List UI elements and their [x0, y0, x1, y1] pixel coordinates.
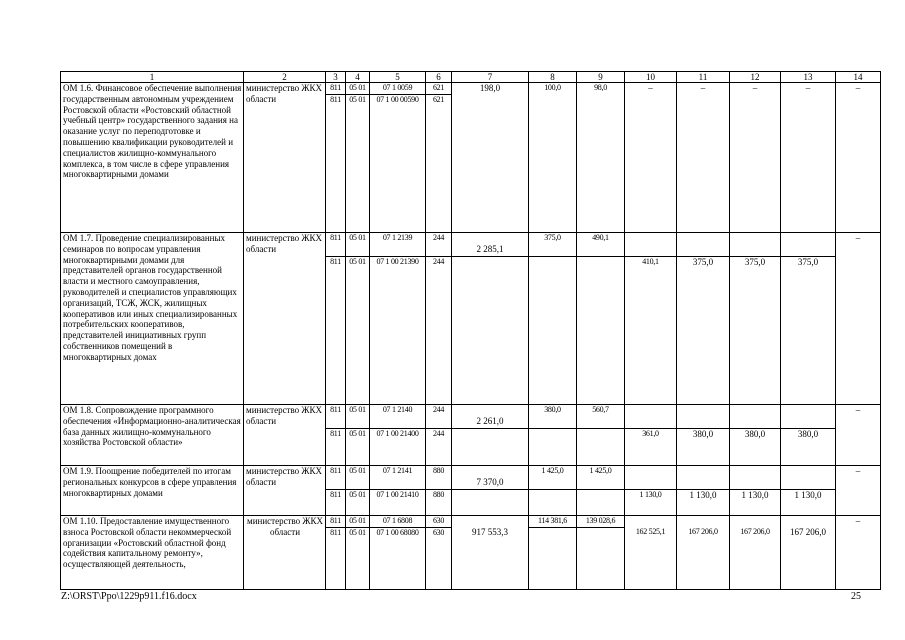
table-row [61, 233, 881, 257]
expense-type-code: 880 [426, 490, 452, 516]
target-article-code: 07 1 6808 [370, 516, 426, 528]
year-amount: 114 381,6 [529, 516, 577, 528]
year-amount: – [781, 83, 836, 233]
year-amount: – [836, 516, 881, 590]
year-amount: – [836, 83, 881, 233]
file-path: Z:\ORST\Ppo\1229p911.f16.docx [61, 591, 197, 602]
year-amount: – [836, 233, 881, 405]
measure-name: ОМ 1.10. Предоставление имущественного взноса Ростовской области некоммерческой организации «Ростовский областной фонд содействия капитальному ремонту», осуществляющей деятельность, [61, 516, 244, 590]
responsible-executor: министерство ЖКХ области [244, 466, 326, 516]
year-amount: – [677, 83, 730, 233]
year-amount: 410,1 [625, 257, 677, 405]
year-amount: 375,0 [730, 257, 781, 405]
year-amount: 560,7 [577, 405, 625, 429]
year-amount: – [730, 83, 781, 233]
year-amount: 490,1 [577, 233, 625, 257]
expense-type-code: 244 [426, 429, 452, 466]
expense-type-code: 244 [426, 233, 452, 257]
table-row [61, 516, 881, 528]
year-amount: 375,0 [781, 257, 836, 405]
year-amount: 1 130,0 [625, 490, 677, 516]
grbs-code: 811 [326, 405, 346, 429]
year-amount: 380,0 [677, 429, 730, 466]
grbs-code: 811 [326, 490, 346, 516]
section-code: 05 01 [346, 466, 370, 490]
year-amount: 375,0 [529, 233, 577, 257]
grbs-code: 811 [326, 466, 346, 490]
col-header: 4 [346, 72, 370, 83]
target-article-code: 07 1 2141 [370, 466, 426, 490]
total-amount: 917 553,3 [452, 516, 529, 590]
grbs-code: 811 [326, 528, 346, 590]
year-amount: 380,0 [730, 429, 781, 466]
year-amount: 380,0 [529, 405, 577, 429]
col-header: 6 [426, 72, 452, 83]
target-article-code: 07 1 0059 [370, 83, 426, 95]
target-article-code: 07 1 00 21410 [370, 490, 426, 516]
target-article-code: 07 1 2140 [370, 405, 426, 429]
year-amount: – [836, 405, 881, 466]
grbs-code: 811 [326, 233, 346, 257]
expense-type-code: 244 [426, 257, 452, 405]
budget-table [60, 71, 881, 590]
measure-name: ОМ 1.9. Поощрение победителей по итогам региональных конкурсов в сфере управления многоквартирных домами [61, 466, 244, 516]
col-header: 2 [244, 72, 326, 83]
expense-type-code: 621 [426, 83, 452, 95]
col-header: 7 [452, 72, 529, 83]
expense-type-code: 244 [426, 405, 452, 429]
col-header: 8 [529, 72, 577, 83]
col-header: 11 [677, 72, 730, 83]
year-amount: 139 028,6 [577, 516, 625, 528]
year-amount: 1 425,0 [577, 466, 625, 490]
grbs-code: 811 [326, 257, 346, 405]
year-amount: 167 206,0 [781, 516, 836, 590]
expense-type-code: 621 [426, 95, 452, 233]
table-row [61, 466, 881, 490]
total-amount: 2 285,1 [452, 233, 529, 257]
measure-name: ОМ 1.7. Проведение специализированных семинаров по вопросам управления многоквартирными домами для представителей органов государственной власти и местного самоуправления, руководителей и специалистов управляющих организаций, ТСЖ, ЖСК, жилищных кооперативов или иных специализированных потребительских кооперативов, представителей инициативных групп собственников помещений в многоквартирных домах [61, 233, 244, 405]
grbs-code: 811 [326, 83, 346, 95]
section-code: 05 01 [346, 516, 370, 528]
table-row [61, 405, 881, 429]
col-header: 3 [326, 72, 346, 83]
col-header: 1 [61, 72, 244, 83]
year-amount: 1 130,0 [781, 490, 836, 516]
year-amount: 375,0 [677, 257, 730, 405]
year-amount: 167 206,0 [730, 516, 781, 590]
responsible-executor: министерство ЖКХ области [244, 233, 326, 405]
responsible-executor: министерство ЖКХ области [244, 83, 326, 233]
total-amount: 198,0 [452, 83, 529, 233]
target-article-code: 07 1 00 21400 [370, 429, 426, 466]
measure-name: ОМ 1.8. Сопровождение программного обеспечения «Информационно-аналитическая база данных жилищно-коммунального хозяйства Ростовской области» [61, 405, 244, 466]
target-article-code: 07 1 2139 [370, 233, 426, 257]
section-code: 05 01 [346, 257, 370, 405]
section-code: 05 01 [346, 95, 370, 233]
grbs-code: 811 [326, 516, 346, 528]
year-amount: – [625, 83, 677, 233]
year-amount: – [836, 466, 881, 516]
year-amount: 1 130,0 [730, 490, 781, 516]
target-article-code: 07 1 00 68080 [370, 528, 426, 590]
col-header: 10 [625, 72, 677, 83]
total-amount: 7 370,0 [452, 466, 529, 490]
col-header: 13 [781, 72, 836, 83]
table-row [61, 83, 881, 95]
target-article-code: 07 1 00 00590 [370, 95, 426, 233]
section-code: 05 01 [346, 490, 370, 516]
grbs-code: 811 [326, 429, 346, 466]
col-header: 5 [370, 72, 426, 83]
year-amount: 361,0 [625, 429, 677, 466]
column-number-row [61, 72, 881, 83]
year-amount: 1 130,0 [677, 490, 730, 516]
responsible-executor: министерство ЖКХ области [244, 516, 326, 590]
page-number: 25 [851, 591, 861, 602]
col-header: 14 [836, 72, 881, 83]
col-header: 12 [730, 72, 781, 83]
year-amount: 98,0 [577, 83, 625, 233]
section-code: 05 01 [346, 528, 370, 590]
year-amount: 162 525,1 [625, 516, 677, 590]
expense-type-code: 880 [426, 466, 452, 490]
target-article-code: 07 1 00 21390 [370, 257, 426, 405]
year-amount: 1 425,0 [529, 466, 577, 490]
year-amount: 100,0 [529, 83, 577, 233]
grbs-code: 811 [326, 95, 346, 233]
section-code: 05 01 [346, 233, 370, 257]
year-amount: 380,0 [781, 429, 836, 466]
expense-type-code: 630 [426, 528, 452, 590]
responsible-executor: министерство ЖКХ области [244, 405, 326, 466]
measure-name: ОМ 1.6. Финансовое обеспечение выполнения государственным автономным учреждением Ростовской области «Ростовский областной учебный центр» государственного задания на оказание услуг по переподготовке и повышению квалификации руководителей и специалистов жилищно-коммунального комплекса, в том числе в сфере управления многоквартирными домами [61, 83, 244, 233]
col-header: 9 [577, 72, 625, 83]
expense-type-code: 630 [426, 516, 452, 528]
total-amount: 2 261,0 [452, 405, 529, 429]
section-code: 05 01 [346, 405, 370, 429]
section-code: 05 01 [346, 429, 370, 466]
section-code: 05 01 [346, 83, 370, 95]
year-amount: 167 206,0 [677, 516, 730, 590]
